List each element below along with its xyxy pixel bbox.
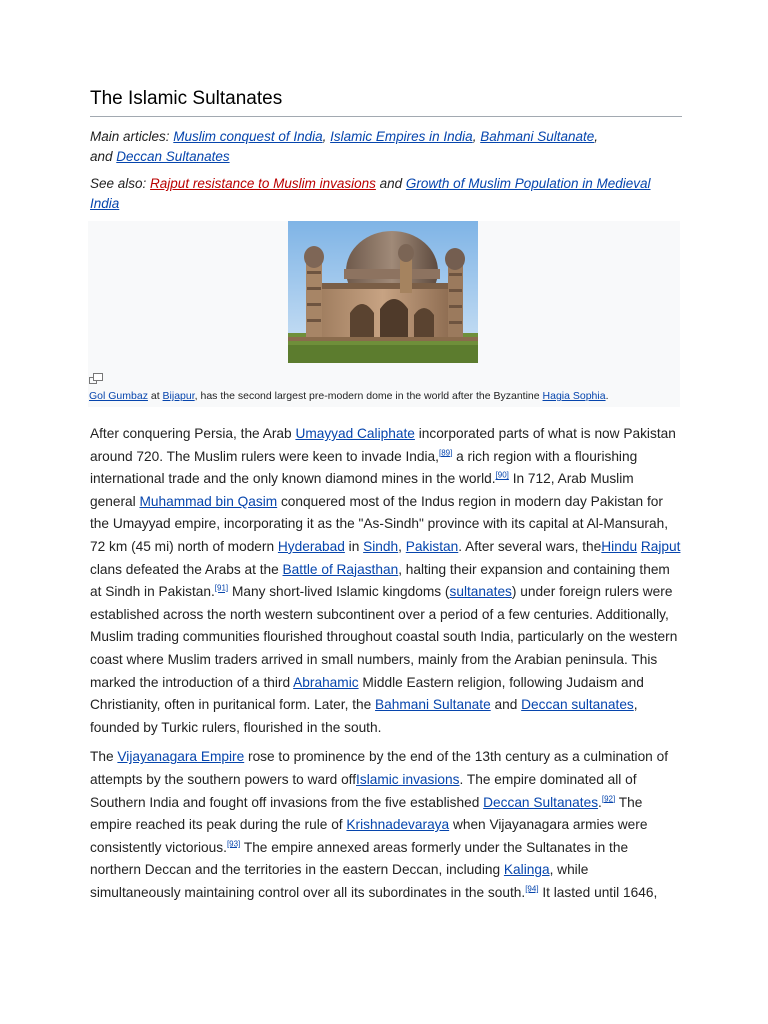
section-heading: The Islamic Sultanates — [90, 88, 682, 117]
citation-link-91[interactable]: [91] — [214, 583, 229, 593]
citation-94 — [525, 884, 538, 893]
text: incorporated parts of what is now Pakistan around 720. The Muslim rulers were keen to invade India, — [90, 426, 676, 464]
text: The — [90, 749, 118, 765]
main-articles-prefix: Main articles: — [90, 129, 174, 144]
separator: , — [594, 129, 599, 144]
link-pakistan[interactable]: Pakistan — [405, 538, 459, 554]
link-hagia-sophia[interactable]: Hagia Sophia — [542, 390, 606, 402]
link-islamic-empires-in-india[interactable]: Islamic Empires in India — [330, 129, 473, 144]
text: a rich region with a flourishing international trade and the only known diamond mines in the world. — [90, 448, 638, 487]
citation-link-90[interactable]: [90] — [495, 470, 509, 480]
gol-gumbaz-image[interactable] — [288, 221, 478, 363]
link-hyderabad[interactable]: Hyderabad — [277, 538, 345, 554]
link-bahmani-sultanate[interactable]: Bahmani Sultanate — [480, 129, 595, 144]
link-bahmani-sultanate-body[interactable]: Bahmani Sultanate — [375, 697, 491, 713]
text: ) under foreign rulers were established across the north western subcontinent over a period of a few centuries. Additionally, Muslim trading communities flourished throughout coastal south India, particularly on the western coast where Muslim traders arrived in small numbers, mainly from the Arabian peninsula. This marked the introduction of a third — [90, 584, 678, 690]
citation-92 — [602, 794, 615, 803]
see-also-hatnote — [90, 174, 682, 214]
link-muhammad-bin-qasim[interactable]: Muhammad bin Qasim — [139, 493, 278, 509]
text: The empire reached its peak during the rule of — [90, 794, 643, 833]
text: , founded by Turkic rulers, flourished in the south. — [90, 697, 638, 735]
text: in — [344, 538, 364, 554]
link-bijapur[interactable]: Bijapur — [162, 390, 195, 402]
see-also-and: and — [375, 176, 406, 191]
caption-text: . — [605, 390, 609, 402]
text: clans defeated the Arabs at the — [90, 561, 283, 577]
link-sultanates[interactable]: sultanates — [449, 584, 512, 600]
caption-text: at — [147, 390, 163, 402]
caption-text: , has the second largest pre-modern dome in the world after the Byzantine — [194, 390, 543, 402]
text: Many short-lived Islamic kingdoms ( — [228, 584, 450, 600]
text: The empire annexed areas formerly under the Sultanates in the northern Deccan and the territories in the eastern Deccan, including — [90, 839, 629, 878]
link-rajput-resistance[interactable]: Rajput resistance to Muslim invasions — [150, 176, 376, 191]
text: when Vijayanagara armies were consistently victorious. — [90, 817, 648, 855]
citation-90 — [496, 471, 509, 480]
text: After conquering Persia, the Arab — [90, 426, 296, 441]
text: It lasted until 1646, — [538, 884, 658, 900]
text: conquered most of the Indus region in modern day Pakistan for the Umayyad empire, incorporating it as the "As-Sindh" province with its capital at Al-Mansurah, 72 km (45 mi) north of modern — [90, 493, 669, 554]
enlarge-icon — [89, 373, 103, 384]
citation-link-89[interactable]: [89] — [438, 448, 453, 458]
link-sindh[interactable]: Sindh — [363, 538, 399, 554]
link-abrahamic[interactable]: Abrahamic — [293, 674, 359, 690]
figure-caption — [89, 389, 679, 403]
figure-thumbnail — [88, 221, 680, 407]
paragraph-2 — [90, 746, 682, 904]
text: . After several wars, the — [458, 538, 602, 554]
citation-93 — [227, 839, 240, 848]
see-also-prefix: See also: — [90, 176, 151, 191]
text: . The empire dominated all of Southern India and fought off invasions from the five established — [90, 771, 637, 810]
separator: , — [472, 129, 481, 144]
text: , while simultaneously maintaining control over all its subordinates in the south. — [90, 862, 589, 900]
link-rajput[interactable]: Rajput — [640, 538, 681, 554]
article-content — [90, 88, 682, 904]
text: Middle Eastern religion, following Judaism and Christianity, often in puritanical form. Later, the — [90, 674, 644, 713]
main-articles-hatnote — [90, 127, 682, 167]
link-kalinga[interactable]: Kalinga — [503, 862, 550, 878]
link-umayyad-caliphate[interactable]: Umayyad Caliphate — [295, 426, 415, 441]
link-gol-gumbaz[interactable]: Gol Gumbaz — [89, 390, 148, 402]
citation-link-93[interactable]: [93] — [226, 839, 241, 849]
link-krishnadevaraya[interactable]: Krishnadevaraya — [346, 817, 450, 833]
text: , — [398, 538, 406, 554]
link-battle-of-rajasthan[interactable]: Battle of Rajasthan — [282, 561, 399, 577]
text: , halting their expansion and containing them at Sindh in Pakistan. — [90, 561, 670, 600]
link-deccan-sultanates-2[interactable]: Deccan Sultanates — [483, 794, 599, 810]
link-vijayanagara-empire[interactable]: Vijayanagara Empire — [117, 749, 245, 765]
citation-link-92[interactable]: [92] — [601, 793, 616, 803]
main-articles-and: and — [90, 149, 117, 164]
link-islamic-invasions[interactable]: Islamic invasions — [356, 771, 460, 787]
separator: , — [322, 129, 331, 144]
gol-gumbaz-illustration — [288, 221, 478, 363]
text: rose to prominence by the end of the 13th century as a culmination of attempts by the southern powers to ward off — [90, 749, 669, 787]
link-hindu[interactable]: Hindu — [601, 538, 638, 554]
citation-89 — [439, 448, 452, 457]
paragraph-1 — [90, 423, 682, 739]
link-growth-of-muslim-population[interactable]: Growth of Muslim Population in Medieval India — [90, 176, 651, 211]
citation-link-94[interactable]: [94] — [525, 884, 539, 894]
link-deccan-sultanates[interactable]: Deccan Sultanates — [116, 149, 230, 164]
text: . — [598, 794, 602, 810]
citation-91 — [215, 584, 228, 593]
magnify-icon[interactable] — [89, 373, 103, 386]
text: In 712, Arab Muslim general — [90, 471, 634, 509]
text: and — [490, 697, 522, 713]
link-deccan-sultanates-body[interactable]: Deccan sultanates — [521, 697, 634, 713]
link-muslim-conquest-of-india[interactable]: Muslim conquest of India — [173, 129, 323, 144]
